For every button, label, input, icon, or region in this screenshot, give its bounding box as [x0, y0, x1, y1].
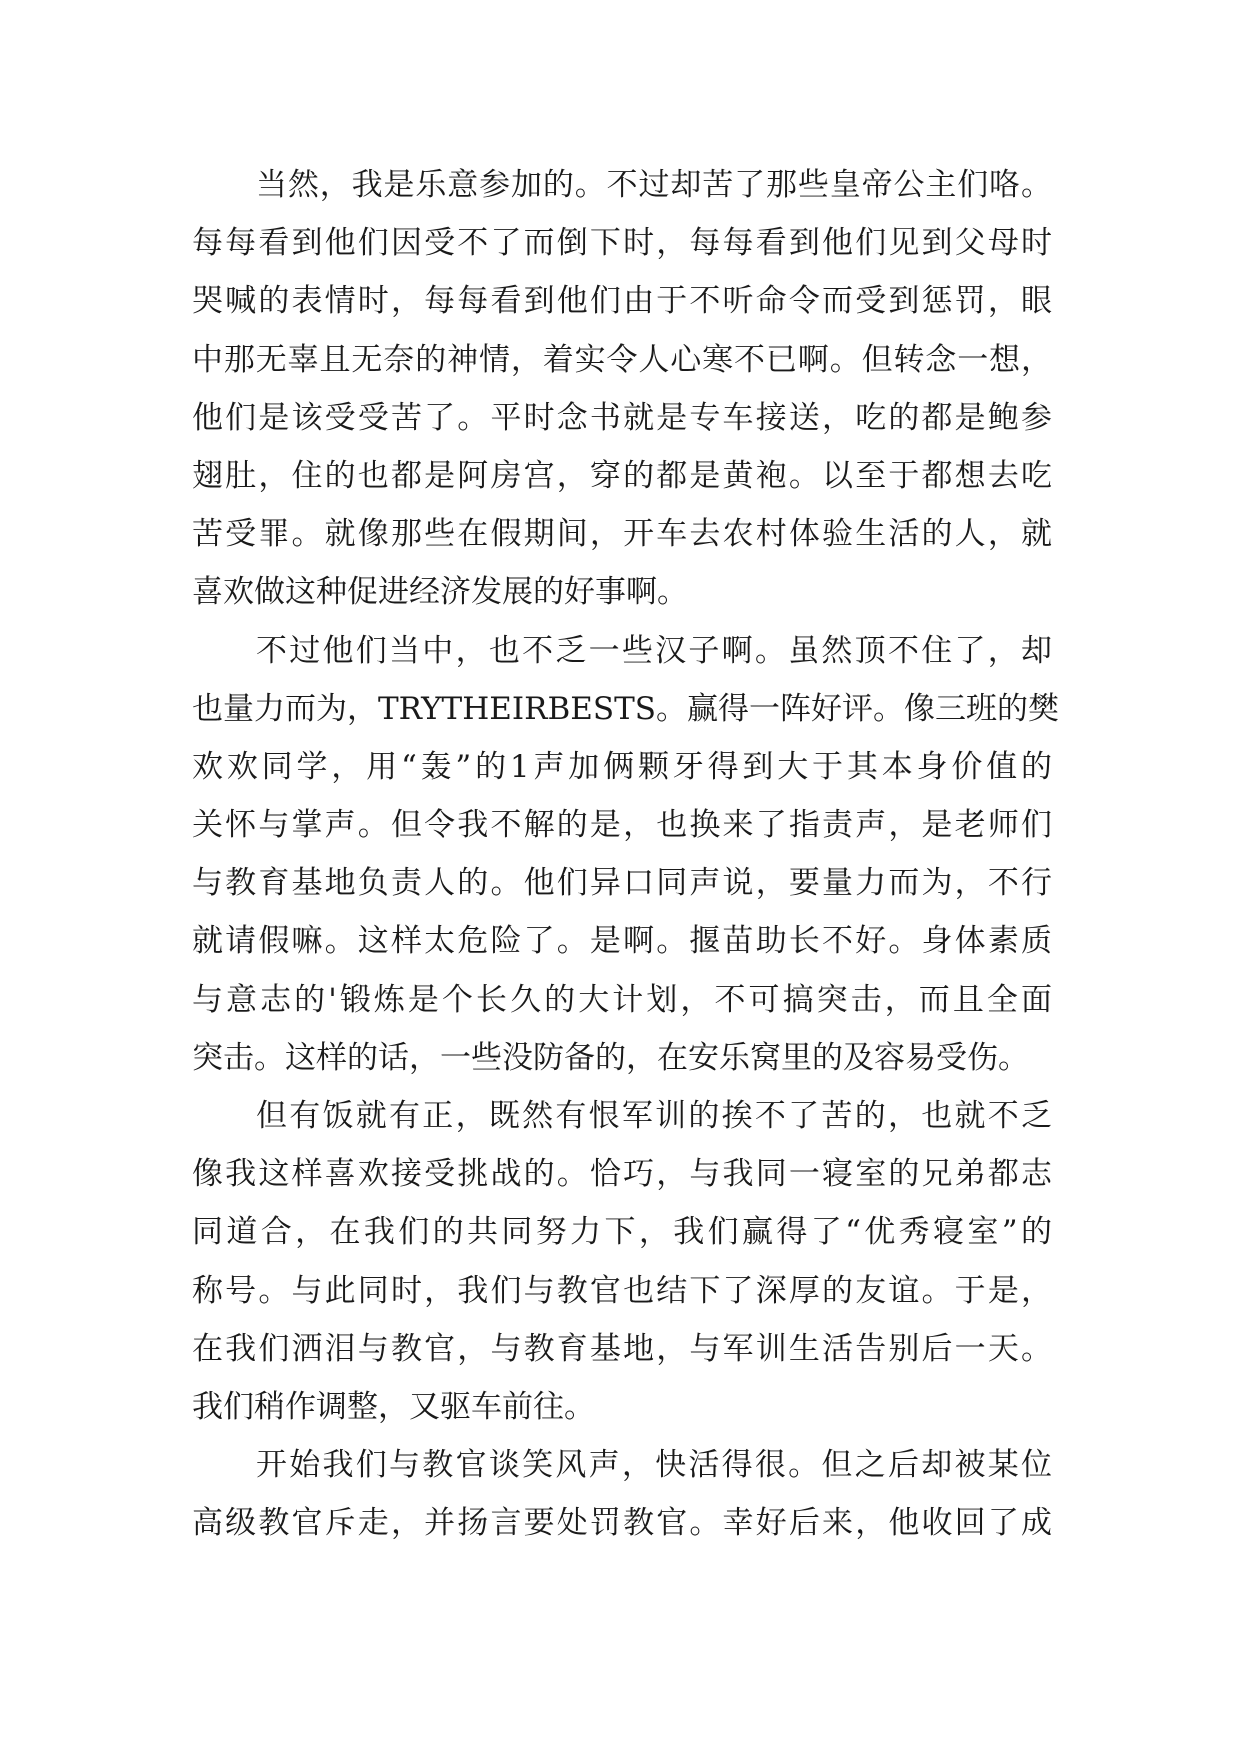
paragraph-1-line-2: 每每看到他们因受不了而倒下时，每每看到他们见到父母时 — [192, 225, 1052, 262]
paragraph-3-line-4: 称号。与此同时，我们与教官也结下了深厚的友谊。于是， — [192, 1272, 1052, 1309]
paragraph-4-line-1: 开始我们与教官谈笑风声，快活得很。但之后却被某位 — [256, 1447, 1052, 1484]
paragraph-2-line-3: 欢欢同学，用“轰”的1声加俩颗牙得到大于其本身价值的 — [192, 748, 1052, 785]
paragraph-2-line-1: 不过他们当中，也不乏一些汉子啊。虽然顶不住了，却 — [256, 632, 1052, 669]
paragraph-3-line-3: 同道合，在我们的共同努力下，我们赢得了“优秀寝室”的 — [192, 1214, 1052, 1251]
paragraph-3-line-6: 我们稍作调整，又驱车前往。 — [192, 1388, 595, 1425]
paragraph-1-line-7: 苦受罪。就像那些在假期间，开车去农村体验生活的人，就 — [192, 516, 1052, 553]
paragraph-1-line-1: 当然，我是乐意参加的。不过却苦了那些皇帝公主们咯。 — [256, 167, 1052, 203]
document-body — [192, 156, 1060, 1553]
paragraph-4-line-2: 高级教官斥走，并扬言要处罚教官。幸好后来，他收回了成 — [192, 1505, 1052, 1542]
paragraph-1-line-3: 哭喊的表情时，每每看到他们由于不听命令而受到惩罚，眼 — [192, 283, 1052, 320]
paragraph-1-line-4: 中那无辜且无奈的神情，着实令人心寒不已啊。但转念一想， — [192, 341, 1052, 378]
paragraph-2-line-6: 就请假嘛。这样太危险了。是啊。揠苗助长不好。身体素质 — [192, 923, 1052, 960]
paragraph-2-line-8: 突击。这样的话，一些没防备的，在安乐窝里的及容易受伤。 — [192, 1039, 1029, 1076]
paragraph-3-line-5: 在我们洒泪与教官，与教育基地，与军训生活告别后一天。 — [192, 1330, 1052, 1367]
paragraph-2-line-4: 关怀与掌声。但令我不解的是，也换来了指责声，是老师们 — [192, 807, 1052, 844]
paragraph-2-line-2: 也量力而为，TRYTHEIRBESTS。赢得一阵好评。像三班的樊 — [192, 690, 1060, 727]
paragraph-2-line-7: 与意志的'锻炼是个长久的大计划，不可搞突击，而且全面 — [192, 981, 1052, 1018]
paragraph-1-line-8: 喜欢做这种促进经济发展的好事啊。 — [192, 574, 688, 611]
paragraph-1-line-6: 翅肚，住的也都是阿房宫，穿的都是黄袍。以至于都想去吃 — [192, 457, 1052, 494]
paragraph-1-line-5: 他们是该受受苦了。平时念书就是专车接送，吃的都是鲍参 — [192, 399, 1052, 436]
paragraph-2-line-5: 与教育基地负责人的。他们异口同声说，要量力而为，不行 — [192, 865, 1052, 902]
paragraph-3-line-2: 像我这样喜欢接受挑战的。恰巧，与我同一寝室的兄弟都志 — [192, 1156, 1052, 1193]
paragraph-3-line-1: 但有饭就有正，既然有恨军训的挨不了苦的，也就不乏 — [256, 1098, 1052, 1134]
